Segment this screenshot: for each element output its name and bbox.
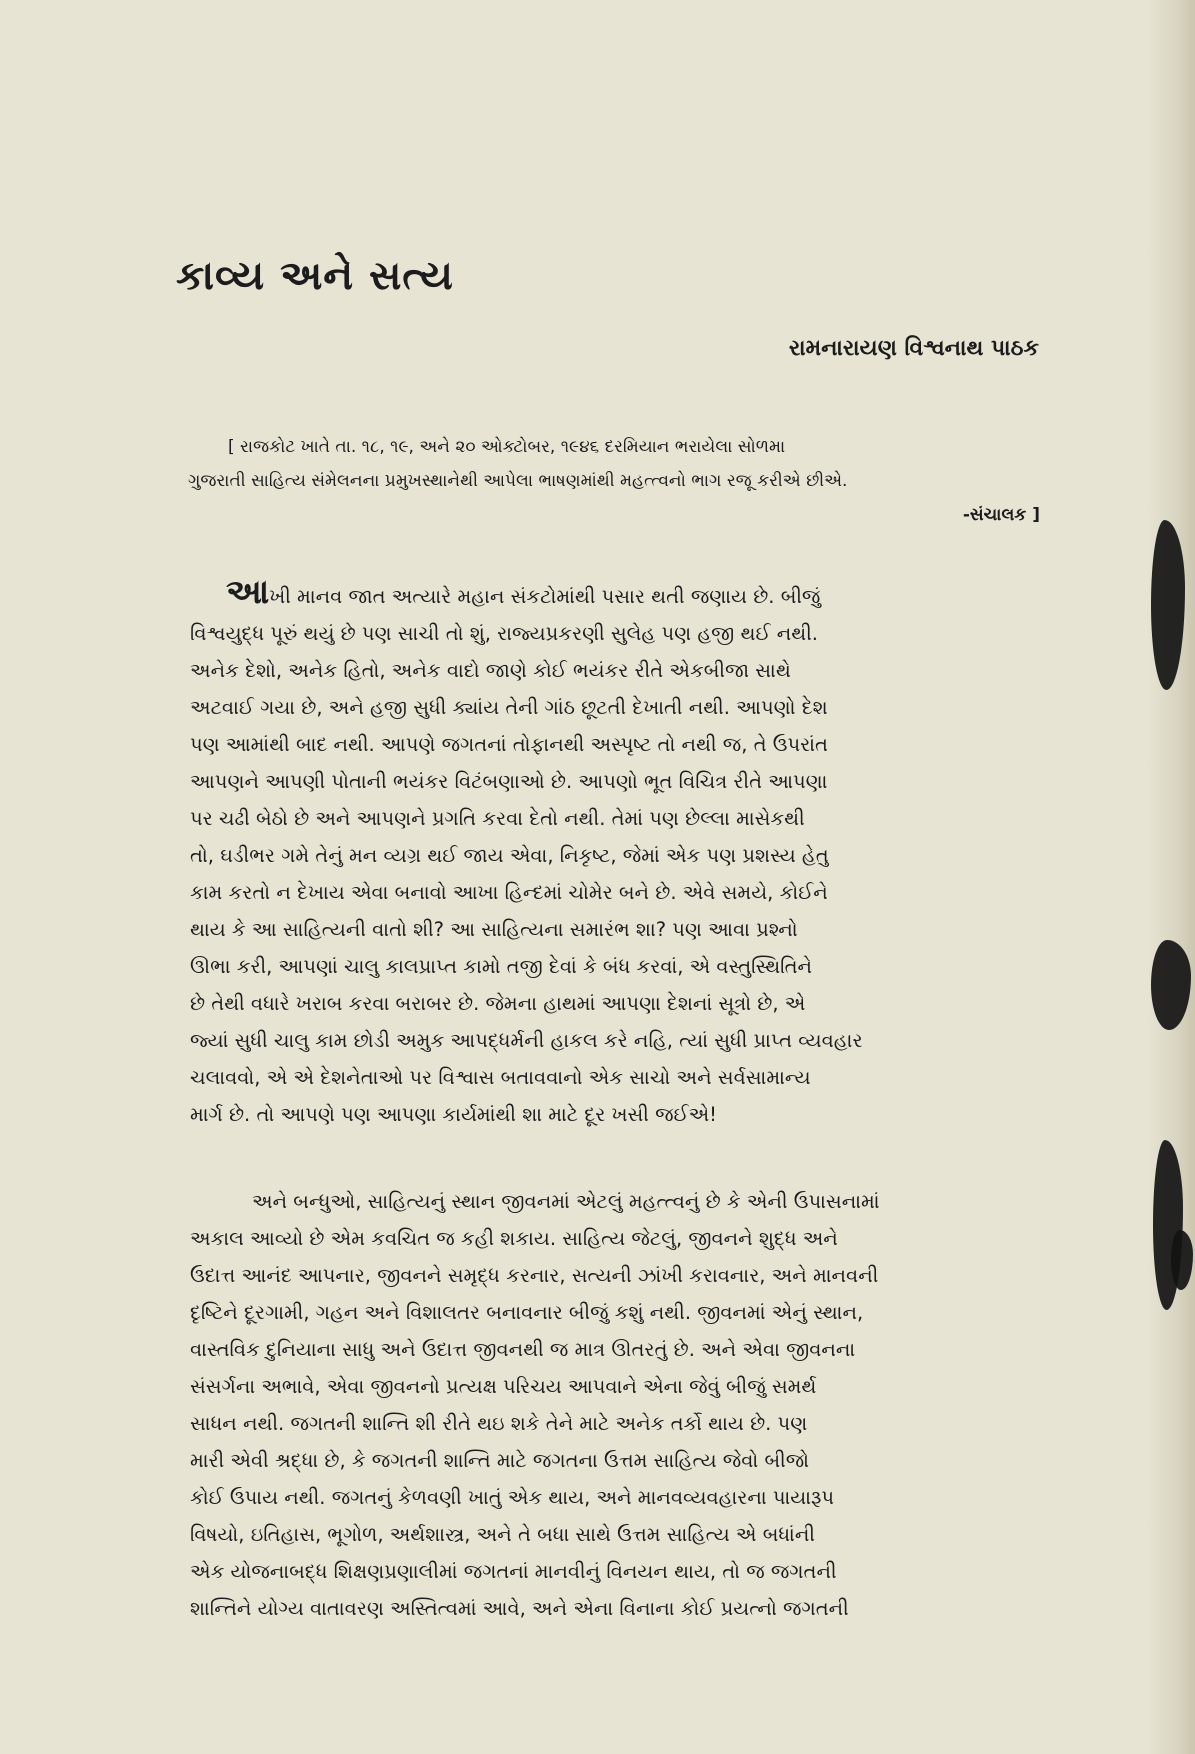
paragraph-line: મારી એવી શ્રદ્ધા છે, કે જગતની શાન્તિ માટે જગતના ઉત્તમ સાહિત્ય જેવો બીજો — [190, 1449, 810, 1472]
paragraph-line: અકાલ આવ્યો છે એમ કવચિત જ કહી શકાય. સાહિત્ય જેટલું, જીવનને શુદ્ધ અને — [190, 1227, 838, 1250]
paragraph-2 — [190, 1183, 1048, 1627]
paragraph-line: છે તેથી વધારે ખરાબ કરવા બરાબર છે. જેમના હાથમાં આપણા દેશનાં સૂત્રો છે, એ — [190, 992, 806, 1015]
paragraph-line: જ્યાં સુધી ચાલુ કામ છોડી અમુક આપદ્ધર્મની હાકલ કરે નહિ, ત્યાં સુધી પ્રાપ્ત વ્યવહાર — [190, 1029, 863, 1052]
paragraph-1 — [190, 574, 1048, 1133]
paragraph-line: દૃષ્ટિને દૂરગામી, ગહન અને વિશાલતર બનાવનાર બીજું કશું નથી. જીવનમાં એનું સ્થાન, — [190, 1301, 864, 1324]
note-signature: -સંચાલક ] — [962, 505, 1040, 525]
author-name: રામનારાયણ વિશ્વનાથ પાઠક — [788, 336, 1039, 361]
article-title: કાવ્ય અને સત્ય — [176, 253, 454, 299]
drop-cap: આ — [226, 574, 270, 612]
paragraph-line: ચલાવવો, એ એ દેશનેતાઓ પર વિશ્વાસ બતાવવાનો એક સાચો અને સર્વસામાન્ય — [190, 1066, 811, 1089]
paragraph-line: આપણને આપણી પોતાની ભયંકર વિટંબણાઓ છે. આપણો ભૂત વિચિત્ર રીતે આપણા — [190, 770, 828, 793]
paragraph-line: થાય કે આ સાહિત્યની વાતો શી? આ સાહિત્યના સમારંભ શા? પણ આવા પ્રશ્નો — [190, 918, 798, 941]
editor-note — [188, 430, 1040, 532]
paragraph-line: વિષયો, ઇતિહાસ, ભૂગોળ, અર્થશાસ્ત્ર, અને તે બધા સાથે ઉત્તમ સાહિત્ય એ બધાંની — [190, 1523, 815, 1546]
paragraph-line: કામ કરતો ન દેખાય એવા બનાવો આખા હિન્દમાં ચોમેર બને છે. એવે સમયે, કોઈને — [190, 881, 828, 904]
paragraph-line: અનેક દેશો, અનેક હિતો, અનેક વાદો જાણે કોઈ ભયંકર રીતે એકબીજા સાથે — [190, 659, 791, 682]
paragraph-line: સાધન નથી. જગતની શાન્તિ શી રીતે થઇ શકે તેને માટે અનેક તર્કો થાય છે. પણ — [190, 1412, 808, 1435]
note-line: ગુજરાતી સાહિત્ય સંમેલનના પ્રમુખસ્થાનેથી આપેલા ભાષણમાંથી મહત્ત્વનો ભાગ રજૂ કરીએ છીએ. — [188, 471, 848, 491]
paragraph-line: અને બન્ધુઓ, સાહિત્યનું સ્થાન જીવનમાં એટલું મહત્ત્વનું છે કે એની ઉપાસનામાં — [252, 1190, 880, 1213]
paragraph-line: સંસર્ગના અભાવે, એવા જીવનનો પ્રત્યક્ષ પરિચય આપવાને એના જેવું બીજું સમર્થ — [190, 1375, 817, 1398]
paragraph-line: તો, ઘડીભર ગમે તેનું મન વ્યગ્ર થઈ જાય એવા, નિકૃષ્ટ, જેમાં એક પણ પ્રશસ્ય હેતુ — [190, 844, 829, 867]
paragraph-line — [190, 574, 1048, 615]
paragraph-line: એક યોજનાબદ્ધ શિક્ષણપ્રણાલીમાં જગતનાં માનવીનું વિનયન થાય, તો જ જગતની — [190, 1560, 837, 1583]
paragraph-line: પણ આમાંથી બાદ નથી. આપણે જગતનાં તોફાનથી અસ્પૃષ્ટ તો નથી જ, તે ઉપરાંત — [190, 733, 828, 756]
paragraph-line: અટવાઈ ગયા છે, અને હજી સુધી ક્યાંય તેની ગાંઠ છૂટતી દેખાતી નથી. આપણો દેશ — [190, 696, 828, 719]
paragraph-line: પર ચઢી બેઠો છે અને આપણને પ્રગતિ કરવા દેતો નથી. તેમાં પણ છેલ્લા માસેકથી — [190, 807, 805, 830]
paragraph-line: શાન્તિને યોગ્ય વાતાવરણ અસ્તિત્વમાં આવે, અને એના વિનાના કોઈ પ્રયત્નો જગતની — [190, 1597, 849, 1620]
paragraph-line-text: ખી માનવ જાત અત્યારે મહાન સંકટોમાંથી પસાર થતી જણાય છે. બીજું — [269, 585, 821, 608]
paragraph-line: વિશ્વયુદ્ધ પૂરું થયું છે પણ સાચી તો શું, રાજ્યપ્રકરણી સુલેહ પણ હજી થઈ નથી. — [190, 622, 818, 645]
torn-page-edge — [1147, 0, 1195, 1754]
paragraph-line: માર્ગ છે. તો આપણે પણ આપણા કાર્યમાંથી શા માટે દૂર ખસી જઈએ! — [190, 1103, 717, 1126]
paragraph-line: ઉદાત્ત આનંદ આપનાર, જીવનને સમૃદ્ધ કરનાર, સત્યની ઝાંખી કરાવનાર, અને માનવની — [190, 1264, 879, 1287]
paragraph-line: ઊભા કરી, આપણાં ચાલુ કાલપ્રાપ્ત કામો તજી દેવાં કે બંધ કરવાં, એ વસ્તુસ્થિતિને — [190, 955, 813, 978]
paragraph-line: વાસ્તવિક દુનિયાના સાધુ અને ઉદાત્ત જીવનથી જ માત્ર ઊતરતું છે. અને એવા જીવનના — [190, 1338, 856, 1361]
note-line: [ રાજકોટ ખાતે તા. ૧૮, ૧૯, અને ૨૦ ઓક્ટોબર, ૧૯૪૬ દરમિયાન ભરાયેલા સોળમા — [228, 437, 786, 457]
paragraph-line: કોઈ ઉપાય નથી. જગતનું કેળવણી ખાતું એક થાય, અને માનવવ્યવહારના પાયારૂપ — [190, 1486, 835, 1509]
